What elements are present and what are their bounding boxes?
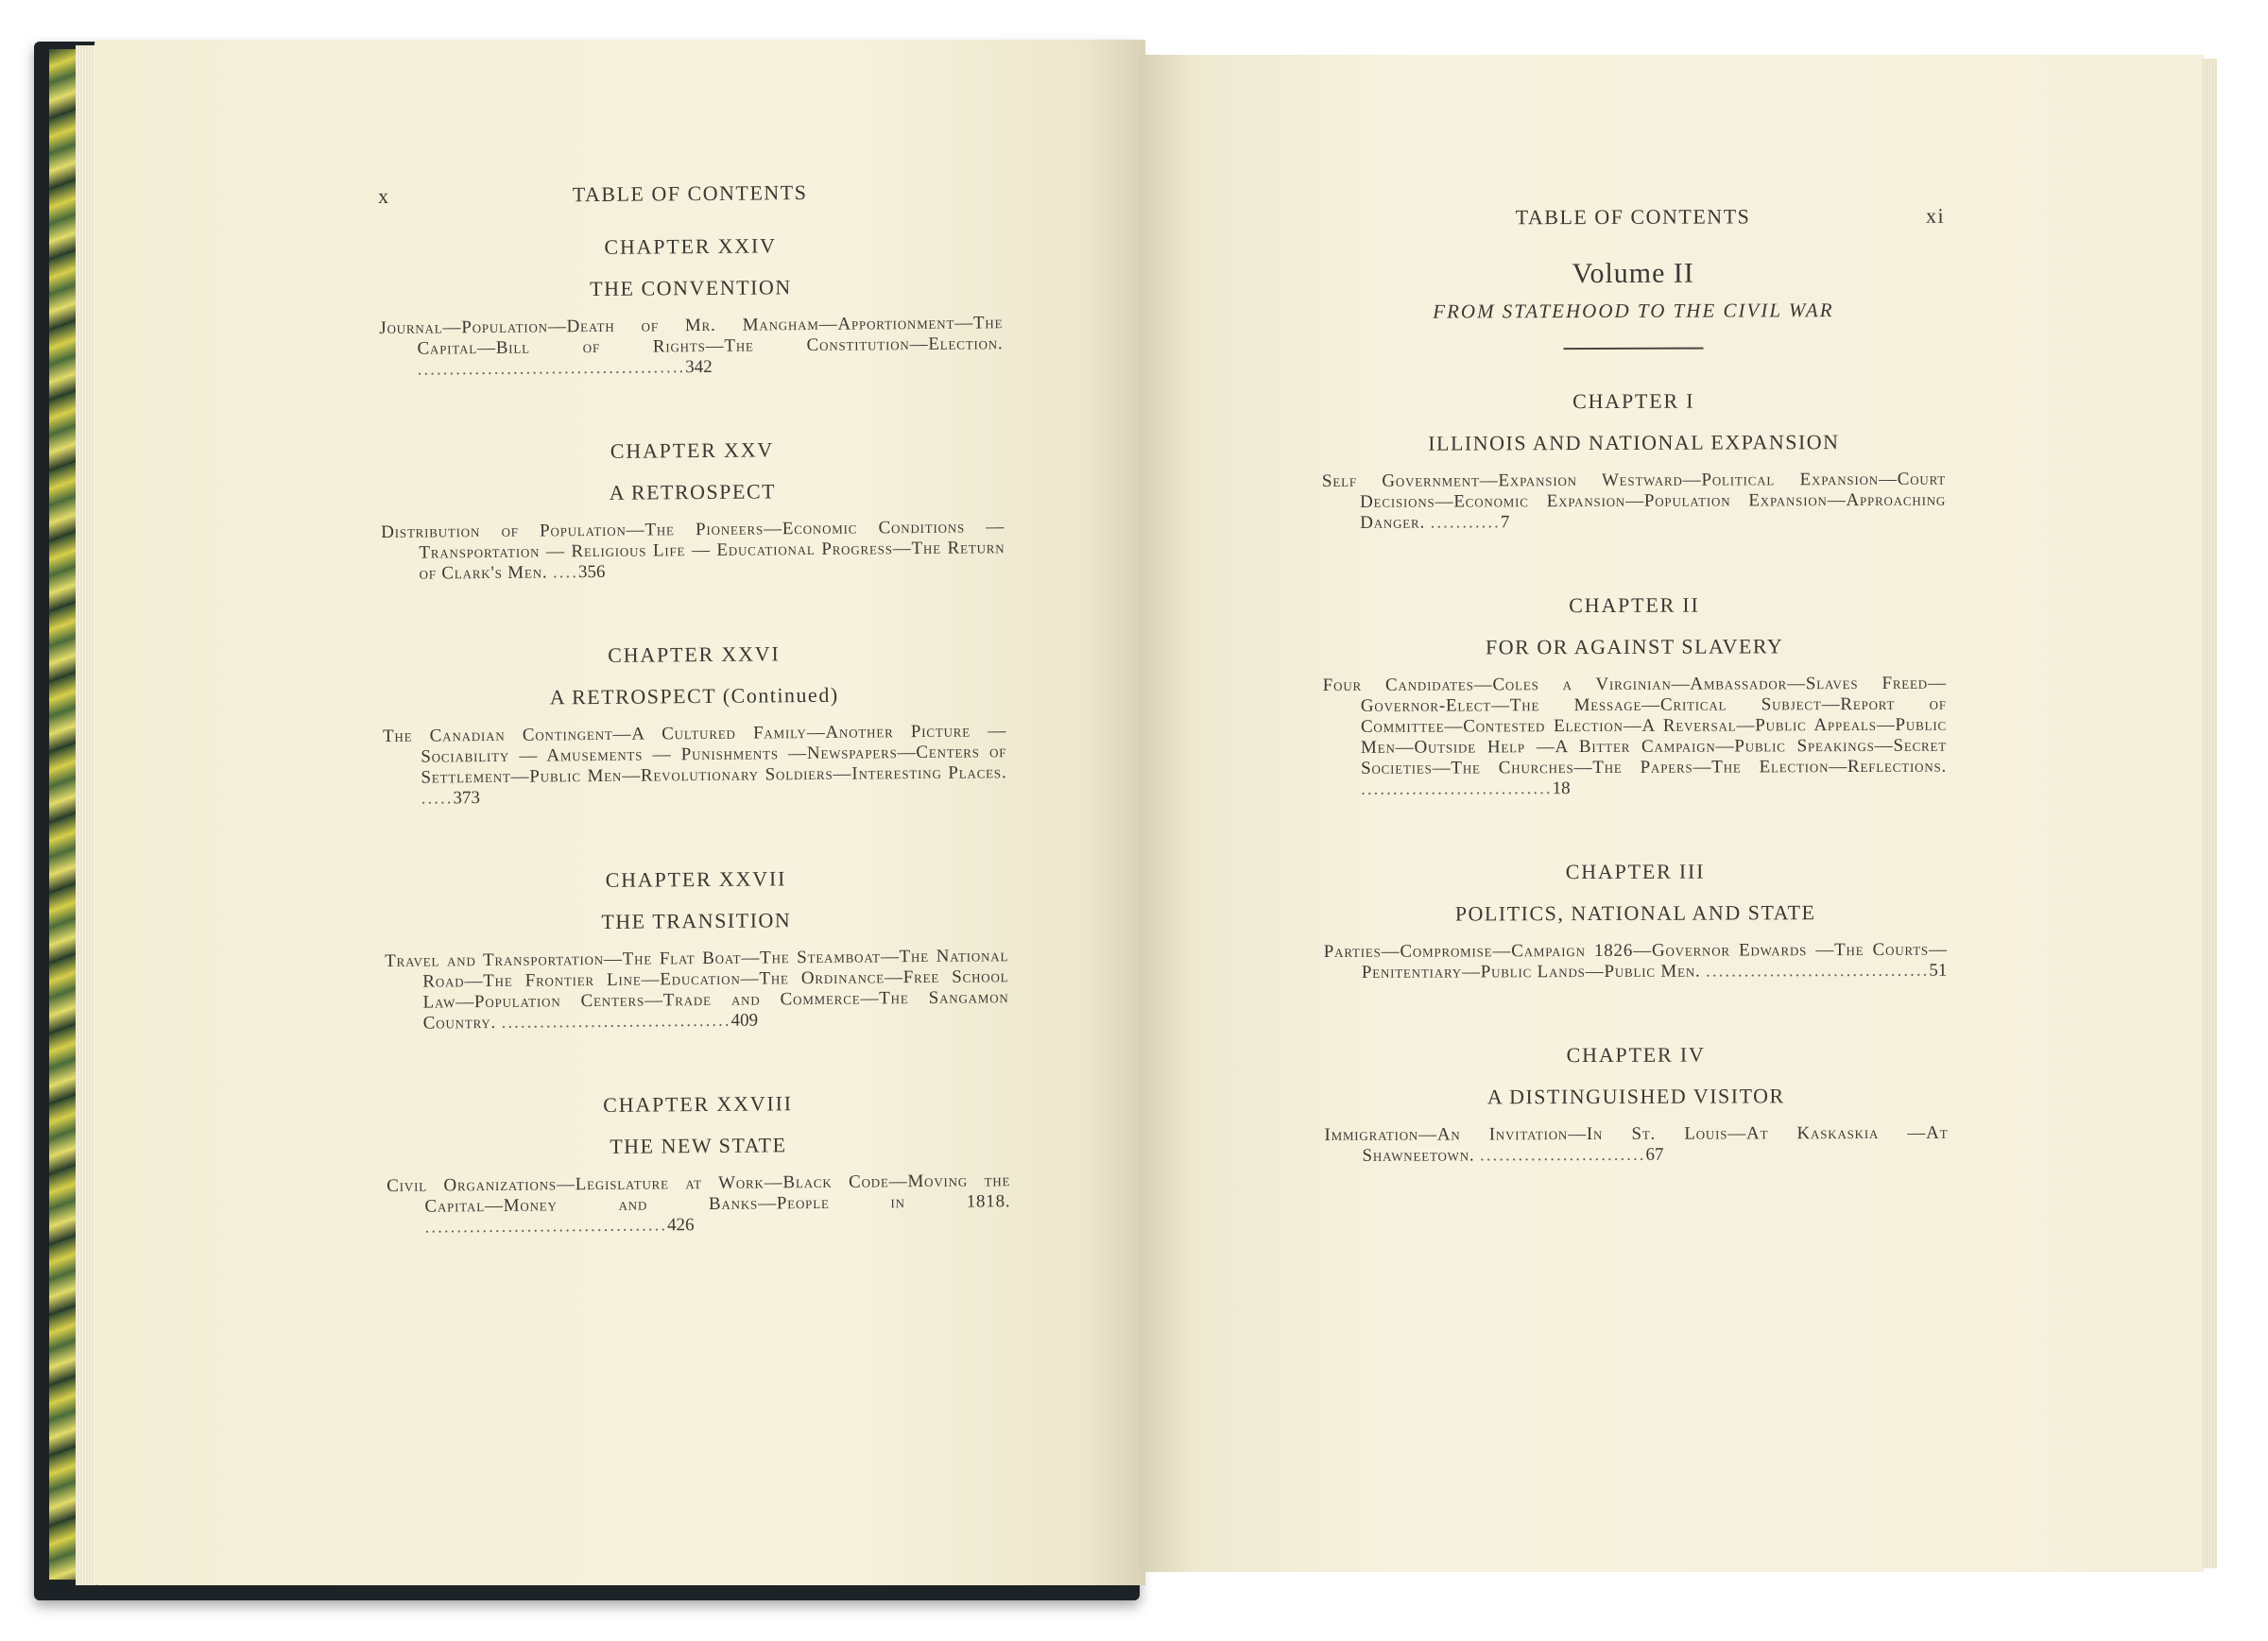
chapter-summary: Self Government—Expansion Westward—Political Expansion—Court Decisions—Economic Expansion—Population Expansion—Approaching Danger. ...........7	[1321, 469, 1947, 533]
chapter-title: THE CONVENTION	[590, 275, 792, 301]
toc-entry	[386, 1089, 1010, 1239]
chapter-title: A RETROSPECT (Continued)	[549, 682, 839, 709]
chapter-summary: The Canadian Contingent—A Cultured Family—Another Picture — Sociability — Amusements — Punishments —Newspapers—Centers of Settlement—Public Men—Revolutionary Soldiers—Interesting Places. .....373	[383, 721, 1007, 809]
chapter-summary: Four Candidates—Coles a Virginian—Ambassador—Slaves Freed—Governor-Elect—The Message—Critical Subject—Report of Committee—Contested Election—A Reversal—Public Appeals—Public Men—Outside Help —A Bitter Campaign—Public Speakings—Secret Societies—The Churches—The Papers—The Election—Reflections. ..............................18	[1322, 673, 1948, 799]
running-head	[1321, 204, 1945, 236]
chapter-label: CHAPTER XXIV	[604, 233, 777, 259]
chapter-title: THE NEW STATE	[610, 1133, 787, 1158]
chapter-page: 409	[730, 1010, 759, 1031]
volume-subtitle: FROM STATEHOOD TO THE CIVIL WAR	[1433, 299, 1834, 323]
page-number: xi	[1925, 203, 1946, 228]
running-head-title: TABLE OF CONTENTS	[572, 180, 808, 207]
chapter-title: ILLINOIS AND NATIONAL EXPANSION	[1428, 430, 1840, 455]
chapter-summary: Distribution of Population—The Pioneers—Economic Conditions — Transportation — Religious Life — Educational Progress—The Return of Clark's Men. ....356	[381, 517, 1005, 584]
chapter-label: CHAPTER XXVII	[605, 866, 787, 892]
chapter-title: THE TRANSITION	[601, 908, 792, 933]
chapter-label: CHAPTER XXVIII	[603, 1091, 793, 1117]
chapter-title: A DISTINGUISHED VISITOR	[1486, 1084, 1785, 1109]
chapter-label: CHAPTER IV	[1566, 1042, 1706, 1068]
chapter-page: 51	[1929, 960, 1948, 981]
chapter-summary: Travel and Transportation—The Flat Boat—The Steamboat—The National Road—The Frontier Line—Education—The Ordinance—Free School Law—Population Centers—Trade and Commerce—The Sangamon Country. ....................................409	[385, 946, 1009, 1034]
chapter-page: 373	[453, 788, 481, 809]
toc-entry	[1323, 859, 1947, 983]
chapter-title: FOR OR AGAINST SLAVERY	[1485, 634, 1784, 659]
toc-entry	[1322, 592, 1947, 800]
toc-entry	[380, 436, 1005, 585]
chapter-label: CHAPTER III	[1565, 859, 1706, 884]
chapter-page: 426	[667, 1215, 695, 1236]
volume-title: Volume II	[1572, 257, 1694, 290]
chapter-title: POLITICS, NATIONAL AND STATE	[1454, 900, 1816, 926]
toc-entry	[1322, 388, 1947, 534]
toc-entry	[382, 640, 1006, 810]
toc-entry	[1324, 1042, 1948, 1167]
chapter-page: 67	[1645, 1144, 1664, 1165]
left-page-content	[378, 179, 1011, 1299]
chapter-summary: Civil Organizations—Legislature at Work—Black Code—Moving the Capital—Money and Banks—People in 1818. ......................................426	[387, 1171, 1011, 1238]
right-page-content	[1321, 204, 1949, 1227]
chapter-title: A RETROSPECT	[609, 479, 777, 504]
running-head	[378, 179, 1002, 214]
chapter-page: 7	[1500, 512, 1510, 533]
page-edges-right	[2202, 59, 2217, 1568]
chapter-page: 342	[685, 356, 713, 378]
chapter-summary: Parties—Compromise—Campaign 1826—Governor Edwards —The Courts—Penitentiary—Public Lands—Public Men. ...................................51	[1323, 939, 1948, 983]
chapter-summary: Immigration—An Invitation—In St. Louis—At Kaskaskia —At Shawneetown. ..........................67	[1324, 1122, 1949, 1166]
section-rule	[1564, 348, 1704, 350]
chapter-label: CHAPTER XXV	[610, 437, 775, 463]
toc-entry	[384, 864, 1008, 1034]
chapter-summary: Journal—Population—Death of Mr. Mangham—Apportionment—The Capital—Bill of Rights—The Constitution—Election. ..........................................342	[379, 313, 1004, 380]
running-head-title: TABLE OF CONTENTS	[1515, 204, 1751, 230]
chapter-label: CHAPTER I	[1572, 388, 1695, 414]
chapter-label: CHAPTER II	[1569, 592, 1700, 618]
chapter-label: CHAPTER XXVI	[608, 641, 781, 667]
chapter-page: 18	[1552, 778, 1571, 799]
chapter-page: 356	[577, 561, 606, 583]
page-edges-left	[76, 45, 96, 1585]
page-number: x	[378, 183, 390, 208]
toc-entry	[378, 231, 1003, 381]
